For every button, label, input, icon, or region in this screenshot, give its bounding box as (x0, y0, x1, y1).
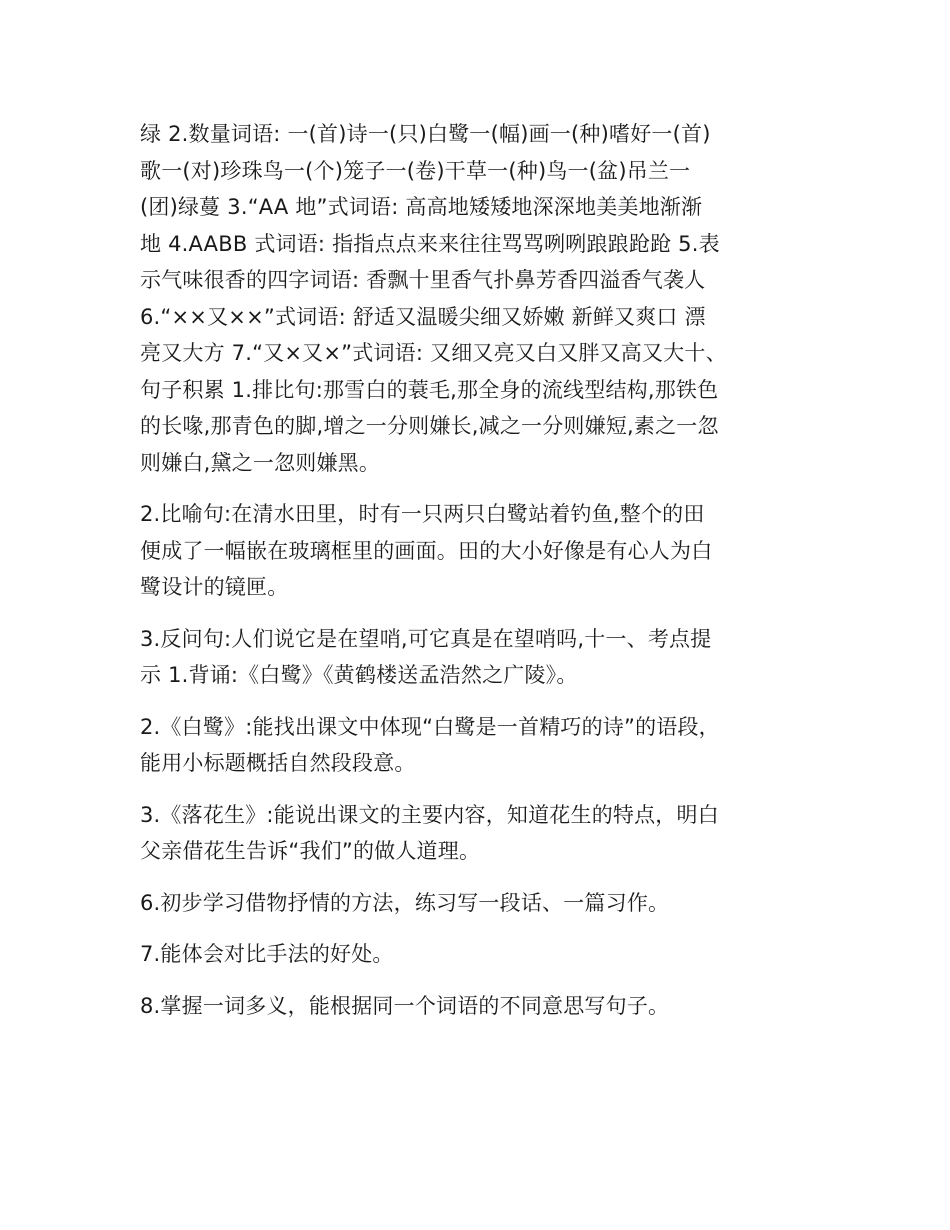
text-line: 示 1.背诵:《白鹭》《黄鹤楼送孟浩然之广陵》。 (140, 663, 578, 687)
paragraph-peanut-lesson (140, 797, 840, 870)
text-line: 3.反问句:人们说它是在望哨,可它真是在望哨吗,十一、考点提 (140, 626, 712, 651)
text-line: 能用小标题概括自然段段意。 (140, 751, 416, 775)
text-line: 父亲借花生告诉“我们”的做人道理。 (140, 839, 481, 863)
text-line: 便成了一幅嵌在玻璃框里的画面。田的大小好像是有心人为白 (140, 538, 713, 563)
text-line: 歌一(对)珍珠鸟一(个)笼子一(卷)干草一(种)鸟一(盆)吊兰一 (140, 158, 691, 183)
paragraph-vocabulary-and-sentences (140, 116, 840, 481)
text-line: 3.《落花生》:能说出课文的主要内容，知道花生的特点，明白 (140, 802, 719, 827)
paragraph-rhetorical-question (140, 621, 840, 694)
text-line: 6.初步学习借物抒情的方法，练习写一段话、一篇习作。 (140, 890, 670, 915)
text-line: 的长喙,那青色的脚,增之一分则嫌长,减之一分则嫌短,素之一忽 (140, 414, 719, 438)
paragraph-point-7 (140, 936, 840, 973)
text-line: 鹭设计的镜匣。 (140, 575, 289, 599)
text-line: 2.《白鹭》:能找出课文中体现“白鹭是一首精巧的诗”的语段， (140, 714, 720, 739)
text-line: 绿 2.数量词语: 一(首)诗一(只)白鹭一(幅)画一(种)嗜好一(首) (140, 122, 711, 146)
text-line: 句子积累 1.排比句:那雪白的蓑毛,那全身的流线型结构,那铁色 (140, 377, 719, 402)
text-line: (团)绿蔓 3.“AA 地”式词语: 高高地矮矮地深深地美美地渐渐 (140, 195, 703, 219)
text-line: 6.“××又××”式词语: 舒适又温暖尖细又娇嫩 新鲜又爽口 漂 (140, 304, 706, 329)
text-line: 亮又大方 7.“又×又×”式词语: 又细又亮又白又胖又高又大十、 (140, 341, 727, 365)
document-page (140, 116, 840, 1039)
text-line: 示气味很香的四字词语: 香飘十里香气扑鼻芳香四溢香气袭人 (140, 268, 706, 292)
paragraph-point-6 (140, 885, 840, 922)
paragraph-egret-lesson (140, 709, 840, 782)
text-line: 7.能体会对比手法的好处。 (140, 942, 394, 966)
text-line: 地 4.AABB 式词语: 指指点点来来往往骂骂咧咧踉踉跄跄 5.表 (140, 231, 720, 256)
text-line: 8.掌握一词多义，能根据同一个词语的不同意思写句子。 (140, 993, 670, 1018)
paragraph-metaphor-sentence (140, 496, 840, 606)
text-line: 2.比喻句:在清水田里，时有一只两只白鹭站着钓鱼,整个的田 (140, 502, 705, 526)
paragraph-point-8 (140, 988, 840, 1025)
text-line: 则嫌白,黛之一忽则嫌黑。 (140, 450, 381, 475)
